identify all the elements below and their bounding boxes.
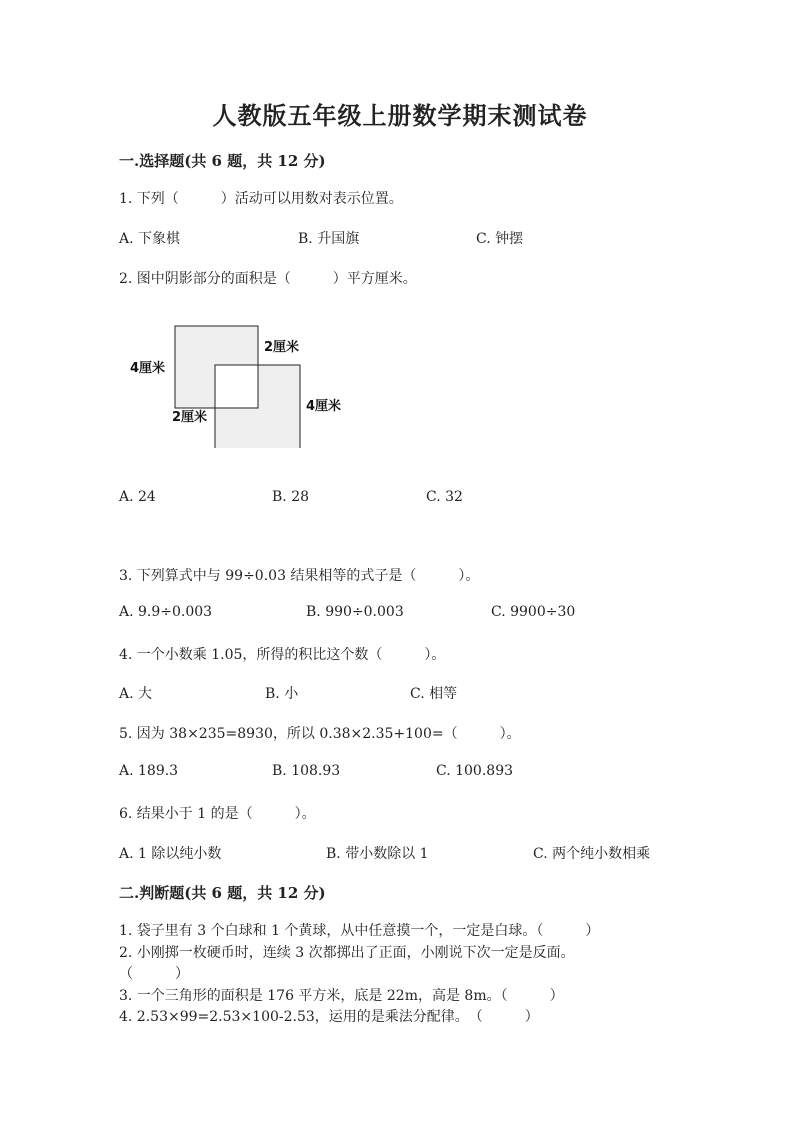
question-5-option-b: B. 108.93 <box>272 763 341 779</box>
question-2-option-a: A. 24 <box>119 489 156 505</box>
label-top-overlap: 2厘米 <box>264 340 300 355</box>
overlap-square <box>215 365 258 408</box>
question-4-stem: 4. 一个小数乘 1.05，所得的积比这个数（ ）。 <box>119 647 446 663</box>
page-title: 人教版五年级上册数学期末测试卷 <box>212 101 588 130</box>
question-1-stem: 1. 下列（ ）活动可以用数对表示位置。 <box>119 191 403 207</box>
judgment-1: 1. 袋子里有 3 个白球和 1 个黄球，从中任意摸一个，一定是白球。（ ） <box>119 923 600 939</box>
judgment-2: 2. 小刚掷一枚硬币时，连续 3 次都掷出了正面，小刚说下次一定是反面。 <box>119 945 575 961</box>
question-3-option-a: A. 9.9÷0.003 <box>119 604 213 620</box>
question-3-option-b: B. 990÷0.003 <box>306 604 404 620</box>
question-4-option-b: B. 小 <box>265 686 299 702</box>
judgment-4: 4. 2.53×99=2.53×100-2.53，运用的是乘法分配律。 （ ） <box>119 1009 539 1025</box>
label-bottom-overlap: 2厘米 <box>172 410 208 425</box>
question-2-option-c: C. 32 <box>426 489 463 505</box>
question-6-option-a: A. 1 除以纯小数 <box>119 846 222 862</box>
label-right-side: 4厘米 <box>306 399 342 414</box>
question-6-option-b: B. 带小数除以 1 <box>326 846 429 862</box>
question-5-option-c: C. 100.893 <box>436 763 514 779</box>
label-left-side: 4厘米 <box>130 361 166 376</box>
question-3-stem: 3. 下列算式中与 99÷0.03 结果相等的式子是（ ）。 <box>119 568 480 584</box>
question-4-option-c: C. 相等 <box>410 686 458 702</box>
question-6-stem: 6. 结果小于 1 的是（ ）。 <box>119 806 316 822</box>
judgment-3: 3. 一个三角形的面积是 176 平方米，底是 22m，高是 8m。（ ） <box>119 988 564 1004</box>
question-1-option-b: B. 升国旗 <box>298 231 360 247</box>
judgment-2-bracket: （ ） <box>119 966 189 982</box>
question-1-option-a: A. 下象棋 <box>119 231 181 247</box>
question-6-option-c: C. 两个纯小数相乘 <box>533 846 651 862</box>
section-heading-judgment: 二.判断题(共 6 题，共 12 分) <box>119 884 326 902</box>
overlapping-squares-figure <box>125 318 365 448</box>
question-3-option-c: C. 9900÷30 <box>491 604 576 620</box>
question-5-stem: 5. 因为 38×235=8930，所以 0.38×2.35+100=（ ）。 <box>119 726 521 742</box>
question-5-option-a: A. 189.3 <box>119 763 179 779</box>
question-2-stem: 2. 图中阴影部分的面积是（ ）平方厘米。 <box>119 271 417 287</box>
question-2-option-b: B. 28 <box>272 489 310 505</box>
section-heading-choice: 一.选择题(共 6 题，共 12 分) <box>119 152 326 170</box>
question-1-option-c: C. 钟摆 <box>476 231 524 247</box>
question-4-option-a: A. 大 <box>119 686 153 702</box>
